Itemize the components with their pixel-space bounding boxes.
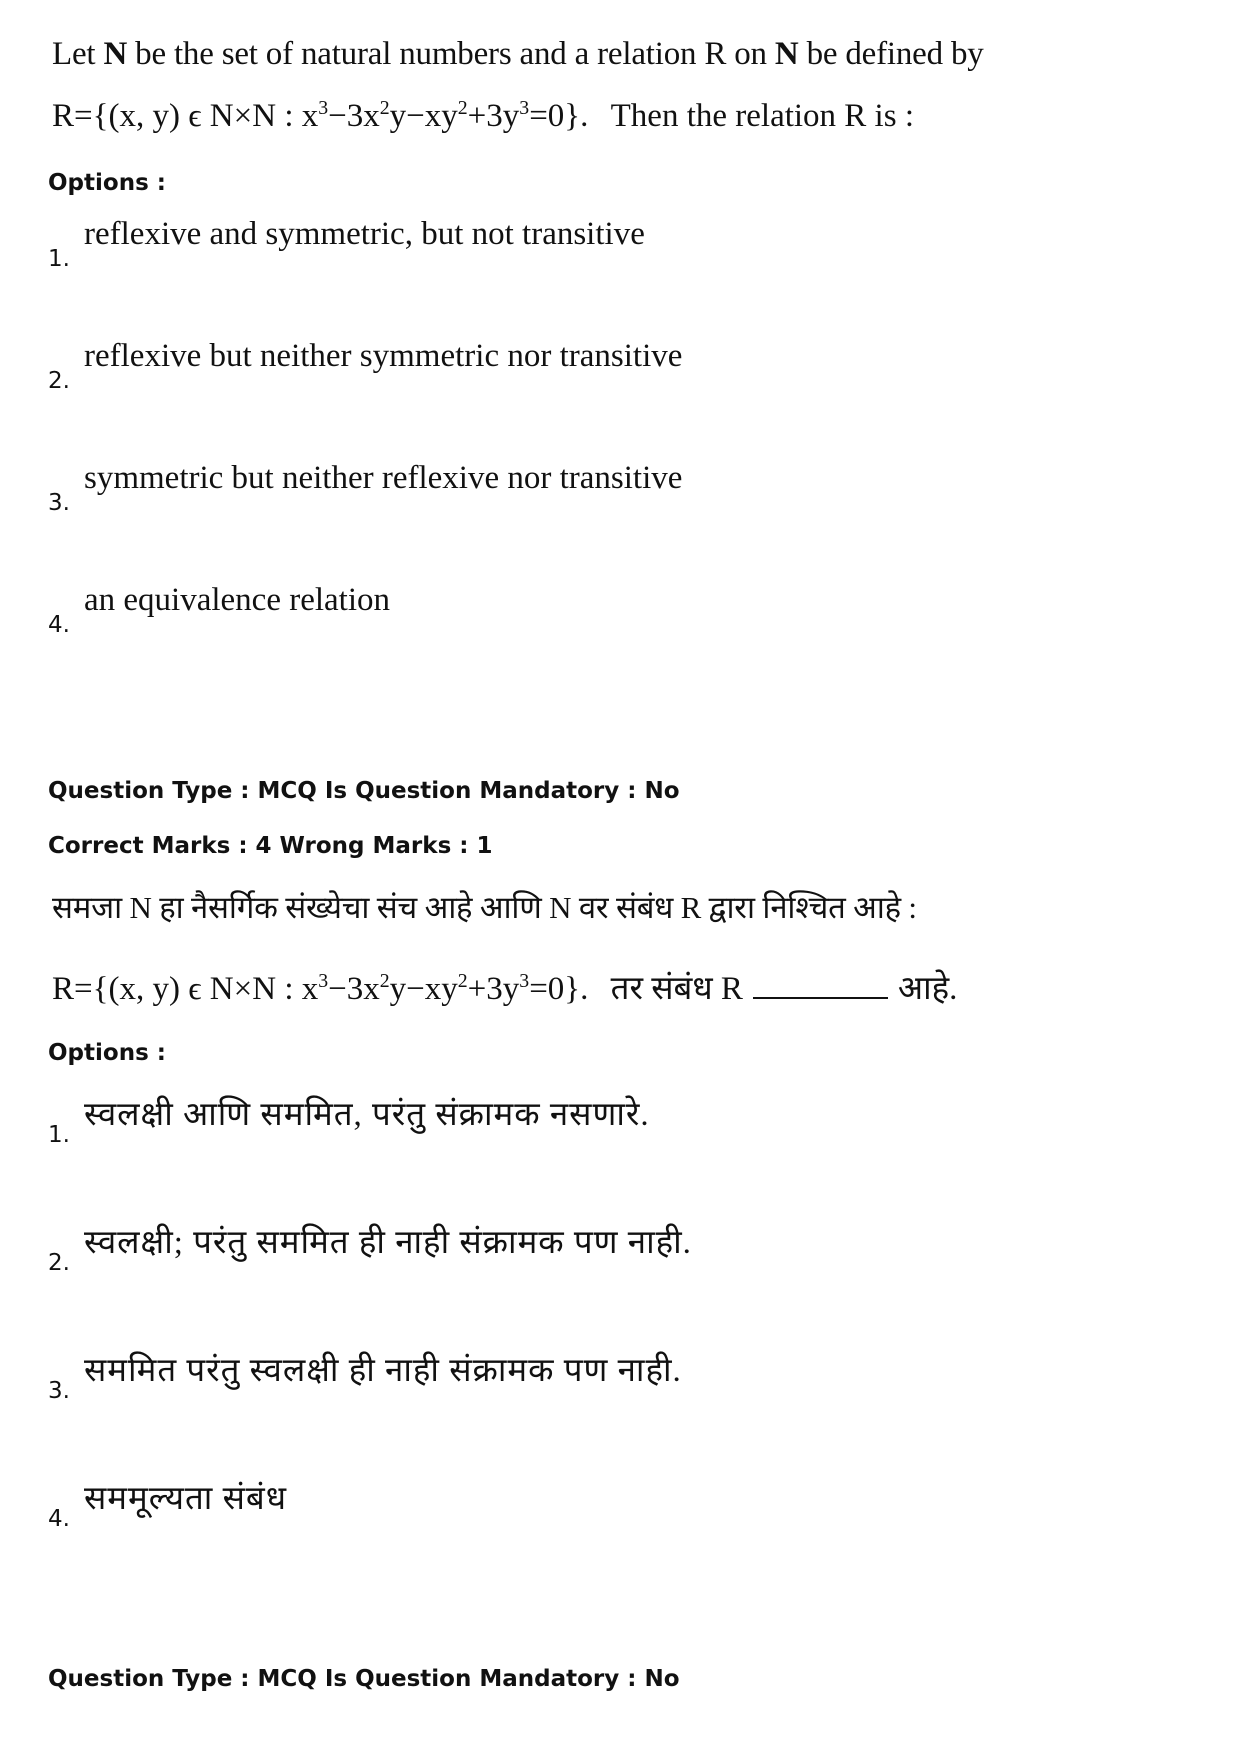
question-text-line1: [52, 36, 984, 73]
option-text[interactable]: सममूल्यता संबंध: [84, 1481, 288, 1517]
marks-line: Correct Marks : 4 Wrong Marks : 1: [48, 833, 493, 859]
option-number: 3.: [48, 490, 70, 516]
formula-part: −3x: [328, 98, 380, 134]
option-number: 2.: [48, 1250, 70, 1276]
set-symbol: N: [103, 36, 128, 72]
formula-part: y−xy: [389, 98, 458, 134]
question-type-line: Question Type : MCQ Is Question Mandatory : No: [48, 1666, 680, 1692]
formula-exponent: 2: [457, 97, 468, 119]
formula-part: +3y: [467, 98, 520, 134]
formula-part: =0}.: [529, 971, 589, 1007]
formula-exponent: 3: [519, 97, 530, 119]
formula-exponent: 3: [519, 970, 530, 992]
option-number: 1.: [48, 1122, 70, 1148]
formula-part: −3x: [328, 971, 380, 1007]
question-text-marathi: समजा N हा नैसर्गिक संख्येचा संच आहे आणि N वर संबंध R द्वारा निश्चित आहे :: [52, 890, 917, 925]
formula-exponent: 2: [379, 970, 390, 992]
question-text-part: Then the relation R is :: [610, 98, 914, 134]
question-formula: [52, 98, 914, 135]
question-text-part: Let: [52, 36, 96, 72]
options-label: Options :: [48, 1040, 166, 1066]
fill-in-blank: [753, 969, 888, 999]
option-number: 4.: [48, 1506, 70, 1532]
option-number: 3.: [48, 1378, 70, 1404]
option-number: 1.: [48, 246, 70, 272]
question-text-part: आहे.: [897, 971, 958, 1007]
formula-exponent: 2: [457, 970, 468, 992]
option-text[interactable]: symmetric but neither reflexive nor transitive: [84, 460, 683, 496]
option-text[interactable]: reflexive but neither symmetric nor transitive: [84, 338, 683, 374]
option-text[interactable]: स्वलक्षी आणि सममित, परंतु संक्रामक नसणारे.: [84, 1097, 650, 1133]
option-number: 4.: [48, 612, 70, 638]
set-symbol: N: [774, 36, 799, 72]
formula-part: y−xy: [389, 971, 458, 1007]
option-text[interactable]: an equivalence relation: [84, 582, 391, 618]
question-text-part: तर संबंध R: [610, 971, 743, 1007]
option-text[interactable]: reflexive and symmetric, but not transitive: [84, 216, 645, 252]
question-formula-marathi: [52, 964, 957, 1009]
options-label: Options :: [48, 170, 166, 196]
option-text[interactable]: सममित परंतु स्वलक्षी ही नाही संक्रामक पण नाही.: [84, 1353, 682, 1389]
formula-exponent: 3: [318, 970, 329, 992]
formula-part: +3y: [467, 971, 520, 1007]
question-text-part: be the set of natural numbers and a relation R on: [135, 36, 767, 72]
formula-exponent: 3: [318, 97, 329, 119]
option-number: 2.: [48, 368, 70, 394]
formula-part: R={(x, y) ϵ N×N : x: [52, 971, 319, 1007]
formula-part: =0}.: [529, 98, 589, 134]
question-type-line: Question Type : MCQ Is Question Mandatory : No: [48, 778, 680, 804]
formula-exponent: 2: [379, 97, 390, 119]
option-text[interactable]: स्वलक्षी; परंतु सममित ही नाही संक्रामक पण नाही.: [84, 1225, 692, 1261]
formula-part: R={(x, y) ϵ N×N : x: [52, 98, 319, 134]
question-text-part: be defined by: [806, 36, 984, 72]
